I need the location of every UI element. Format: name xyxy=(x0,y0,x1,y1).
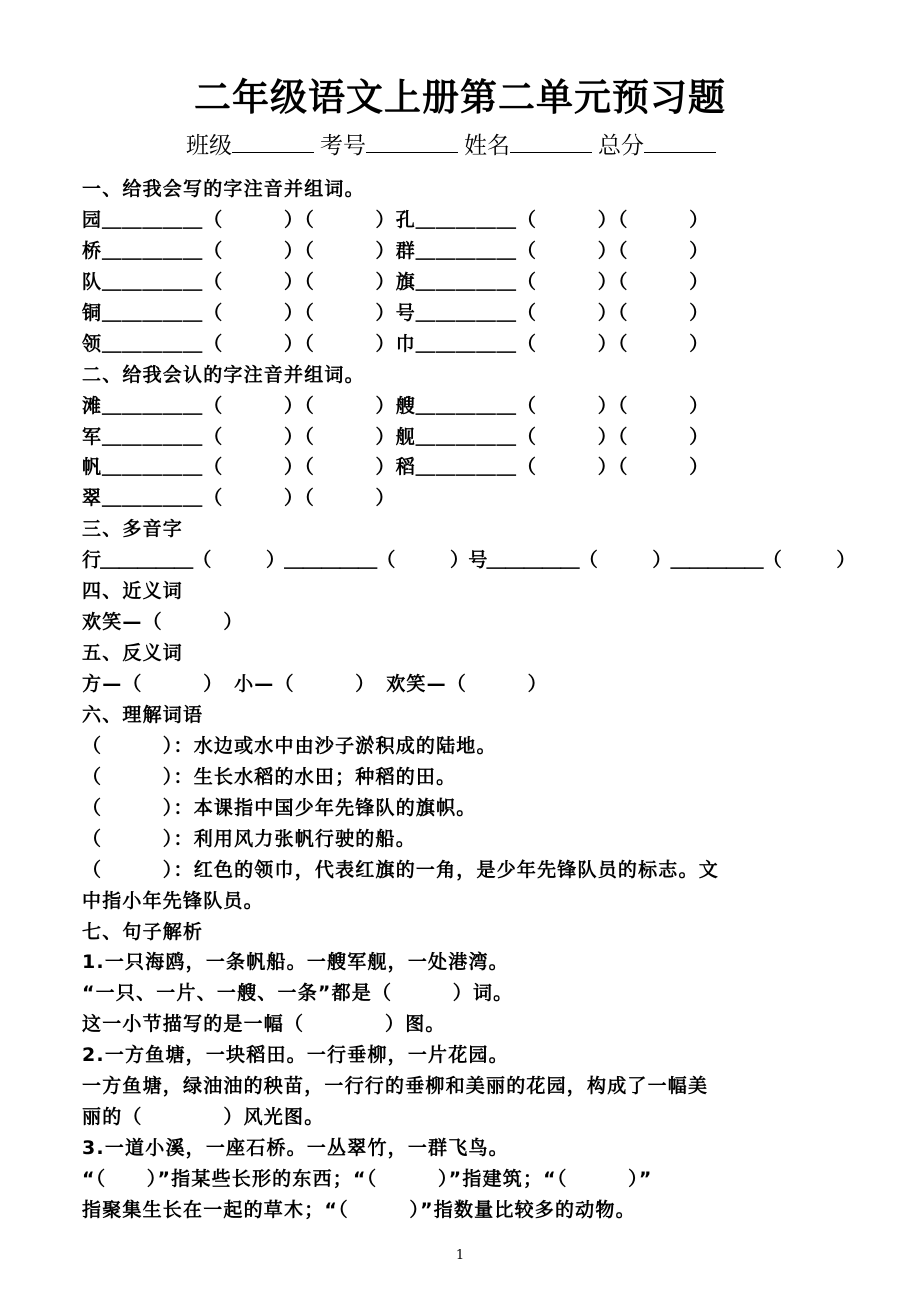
exercise-line: （ ）：利用风力张帆行驶的船。 xyxy=(82,827,416,850)
score-blank[interactable] xyxy=(644,130,716,153)
section-heading: 六、理解词语 xyxy=(82,703,204,726)
exercise-line: 1.一只海鸥，一条帆船。一艘军舰，一处港湾。 xyxy=(82,951,509,974)
section-heading: 二、给我会认的字注音并组词。 xyxy=(82,363,365,386)
exercise-content xyxy=(82,174,862,1226)
exercise-line: 指聚集生长在一起的草木；“（ ）”指数量比较多的动物。 xyxy=(82,1198,636,1221)
exercise-line: 桥＿＿＿＿＿（ ）（ ）群＿＿＿＿＿（ ）（ ） xyxy=(82,239,710,262)
section-heading: 三、多音字 xyxy=(82,518,184,541)
class-label: 班级 xyxy=(186,133,232,159)
exercise-line: 欢笑—（ ） xyxy=(82,611,244,634)
score-label: 总分 xyxy=(598,133,644,159)
exercise-line: 军＿＿＿＿＿（ ）（ ）舰＿＿＿＿＿（ ）（ ） xyxy=(82,425,710,448)
exercise-line: 这一小节描写的是一幅（ ）图。 xyxy=(82,1013,446,1036)
exercise-line: 领＿＿＿＿＿（ ）（ ）巾＿＿＿＿＿（ ）（ ） xyxy=(82,332,710,355)
exercise-line: （ ）：本课指中国少年先锋队的旗帜。 xyxy=(82,796,477,819)
name-label: 姓名 xyxy=(464,133,510,159)
class-blank[interactable] xyxy=(232,130,314,153)
exercise-line: 方—（ ） 小—（ ） 欢笑—（ ） xyxy=(82,673,548,695)
section-heading: 七、句子解析 xyxy=(82,920,204,943)
exercise-line: （ ）：红色的领巾，代表红旗的一角，是少年先锋队员的标志。文 xyxy=(82,858,719,881)
exercise-line: 帆＿＿＿＿＿（ ）（ ）稻＿＿＿＿＿（ ）（ ） xyxy=(82,456,710,479)
exercise-line: “一只、一片、一艘、一条”都是（ ）词。 xyxy=(82,982,514,1005)
exam-number-blank[interactable] xyxy=(366,130,458,153)
section-heading: 一、给我会写的字注音并组词。 xyxy=(82,178,365,200)
exercise-line: 中指小年先锋队员。 xyxy=(82,889,264,912)
exercise-line: （ ）：生长水稻的水田；种稻的田。 xyxy=(82,765,457,788)
header-fields xyxy=(186,128,716,164)
exercise-line: 队＿＿＿＿＿（ ）（ ）旗＿＿＿＿＿（ ）（ ） xyxy=(82,270,710,293)
page-number: 1 xyxy=(455,1248,465,1263)
exercise-line: “（ ）”指某些长形的东西；“（ ）”指建筑；“（ ）” xyxy=(82,1168,653,1190)
section-heading: 五、反义词 xyxy=(82,642,184,665)
exercise-line: （ ）：水边或水中由沙子淤积成的陆地。 xyxy=(82,734,497,757)
exercise-line: 一方鱼塘，绿油油的秧苗，一行行的垂柳和美丽的花园，构成了一幅美 xyxy=(82,1075,709,1098)
exercise-line: 2.一方鱼塘，一块稻田。一行垂柳，一片花园。 xyxy=(82,1044,509,1067)
exercise-line: 园＿＿＿＿＿（ ）（ ）孔＿＿＿＿＿（ ）（ ） xyxy=(82,208,710,231)
name-blank[interactable] xyxy=(510,130,592,153)
exercise-line: 翠＿＿＿＿＿（ ）（ ） xyxy=(82,487,396,510)
exercise-line: 行＿＿＿＿＿（ ）＿＿＿＿＿（ ）号＿＿＿＿＿（ ）＿＿＿＿＿（ ） xyxy=(82,549,855,572)
exercise-line: 滩＿＿＿＿＿（ ）（ ）艘＿＿＿＿＿（ ）（ ） xyxy=(82,394,710,417)
exercise-line: 丽的（ ）风光图。 xyxy=(82,1106,325,1129)
exercise-line: 3.一道小溪，一座石桥。一丛翠竹，一群飞鸟。 xyxy=(82,1137,509,1160)
exercise-line: 铜＿＿＿＿＿（ ）（ ）号＿＿＿＿＿（ ）（ ） xyxy=(82,301,710,324)
page-title: 二年级语文上册第二单元预习题 xyxy=(194,76,726,119)
exam-number-label: 考号 xyxy=(320,133,366,159)
section-heading: 四、近义词 xyxy=(82,580,184,603)
